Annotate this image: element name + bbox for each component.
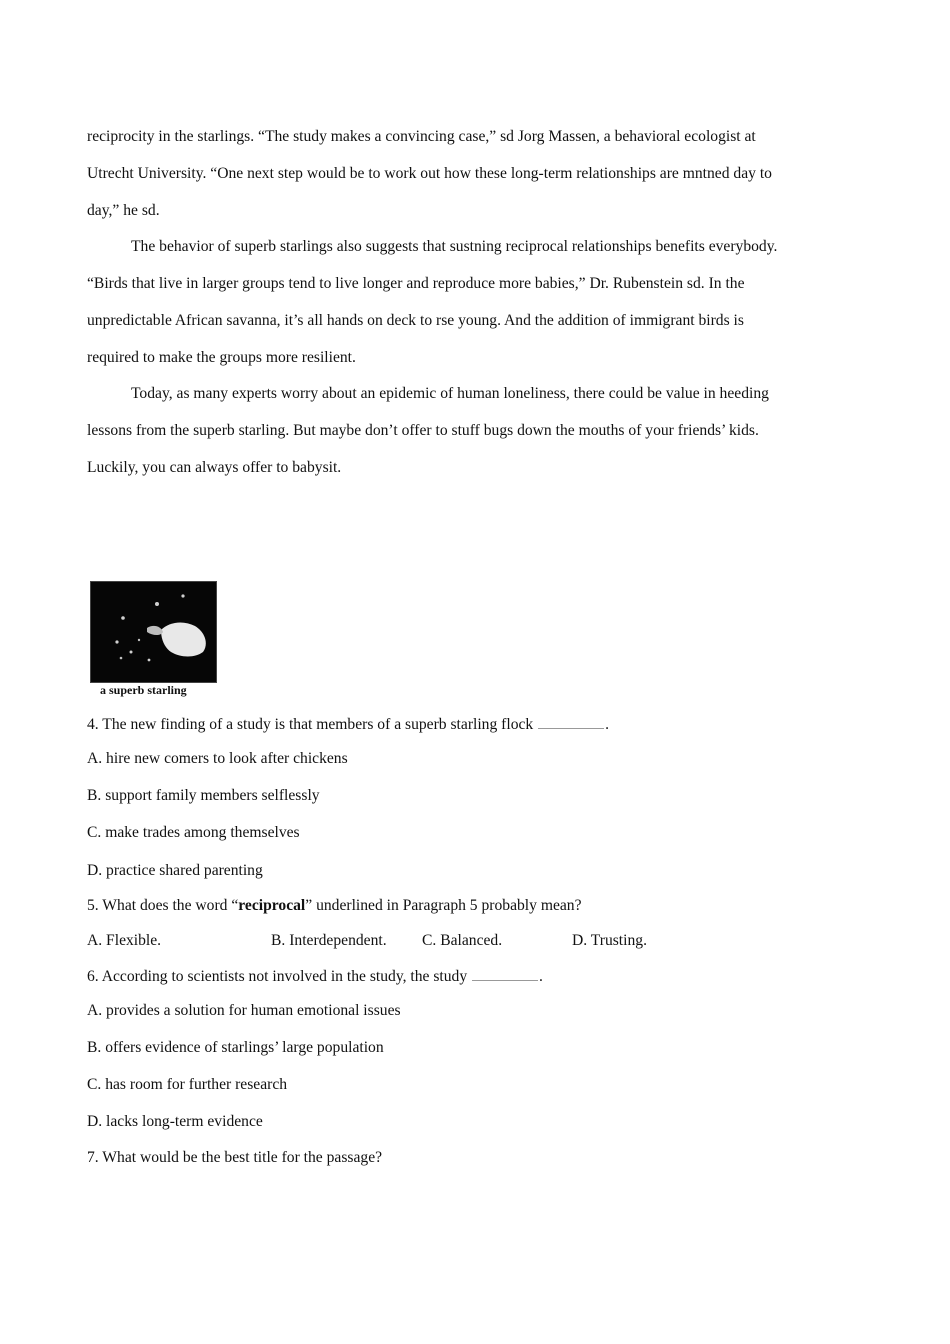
starling-photo [90,581,217,683]
question-5-stem [87,896,582,916]
q5-option-c: C. Balanced. [422,932,503,949]
q5-option-d: D. Trusting. [572,932,647,949]
question-4-stem [87,714,609,735]
paragraph-line: Utrecht University. “One next step would be to work out how these long-term relationships are mntned day to [87,165,772,182]
question-text-end: . [539,968,543,985]
figure-caption: a superb starling [100,683,187,697]
q4-option-a: A. hire new comers to look after chickens [87,750,348,767]
paragraph-line: day,” he sd. [87,202,160,219]
question-text-end: . [605,716,610,733]
paragraph-line: lessons from the superb starling. But maybe don’t offer to stuff bugs down the mouths of your friends’ kids. [87,422,759,439]
q4-option-d: D. practice shared parenting [87,862,263,879]
question-text-end: ” underlined in Paragraph 5 probably mean? [305,897,582,914]
question-text: 6. According to scientists not involved in the study, the study [87,968,468,985]
paragraph-line: The behavior of superb starlings also suggests that sustning reciprocal relationships benefits everybody. [131,238,778,255]
question-text: 5. What does the word “ [87,897,239,914]
paragraph-line: required to make the groups more resilient. [87,349,356,366]
q4-option-b: B. support family members selflessly [87,787,320,804]
q5-option-b: B. Interdependent. [271,932,387,949]
q6-option-d: D. lacks long-term evidence [87,1113,263,1130]
bird-silhouette-icon [91,582,216,682]
answer-blank [472,966,538,981]
paragraph-line: reciprocity in the starlings. “The study makes a convincing case,” sd Jorg Massen, a behavioral ecologist at [87,128,756,145]
q6-option-c: C. has room for further research [87,1076,288,1093]
q6-option-a: A. provides a solution for human emotional issues [87,1002,401,1019]
q6-option-b: B. offers evidence of starlings’ large population [87,1039,384,1056]
question-text: 4. The new finding of a study is that members of a superb starling flock [87,716,534,733]
answer-blank [538,714,604,729]
paragraph-line: Today, as many experts worry about an epidemic of human loneliness, there could be value in heeding [131,385,769,402]
keyword: reciprocal [238,897,306,914]
q4-option-c: C. make trades among themselves [87,824,300,841]
paragraph-line: unpredictable African savanna, it’s all hands on deck to rse young. And the addition of immigrant birds is [87,312,744,329]
paragraph-line: Luckily, you can always offer to babysit. [87,459,342,476]
question-6-stem [87,966,543,987]
q5-option-a: A. Flexible. [87,932,162,949]
paragraph-line: “Birds that live in larger groups tend to live longer and reproduce more babies,” Dr. Rubenstein sd. In the [87,275,745,292]
question-7-stem: 7. What would be the best title for the passage? [87,1149,383,1166]
